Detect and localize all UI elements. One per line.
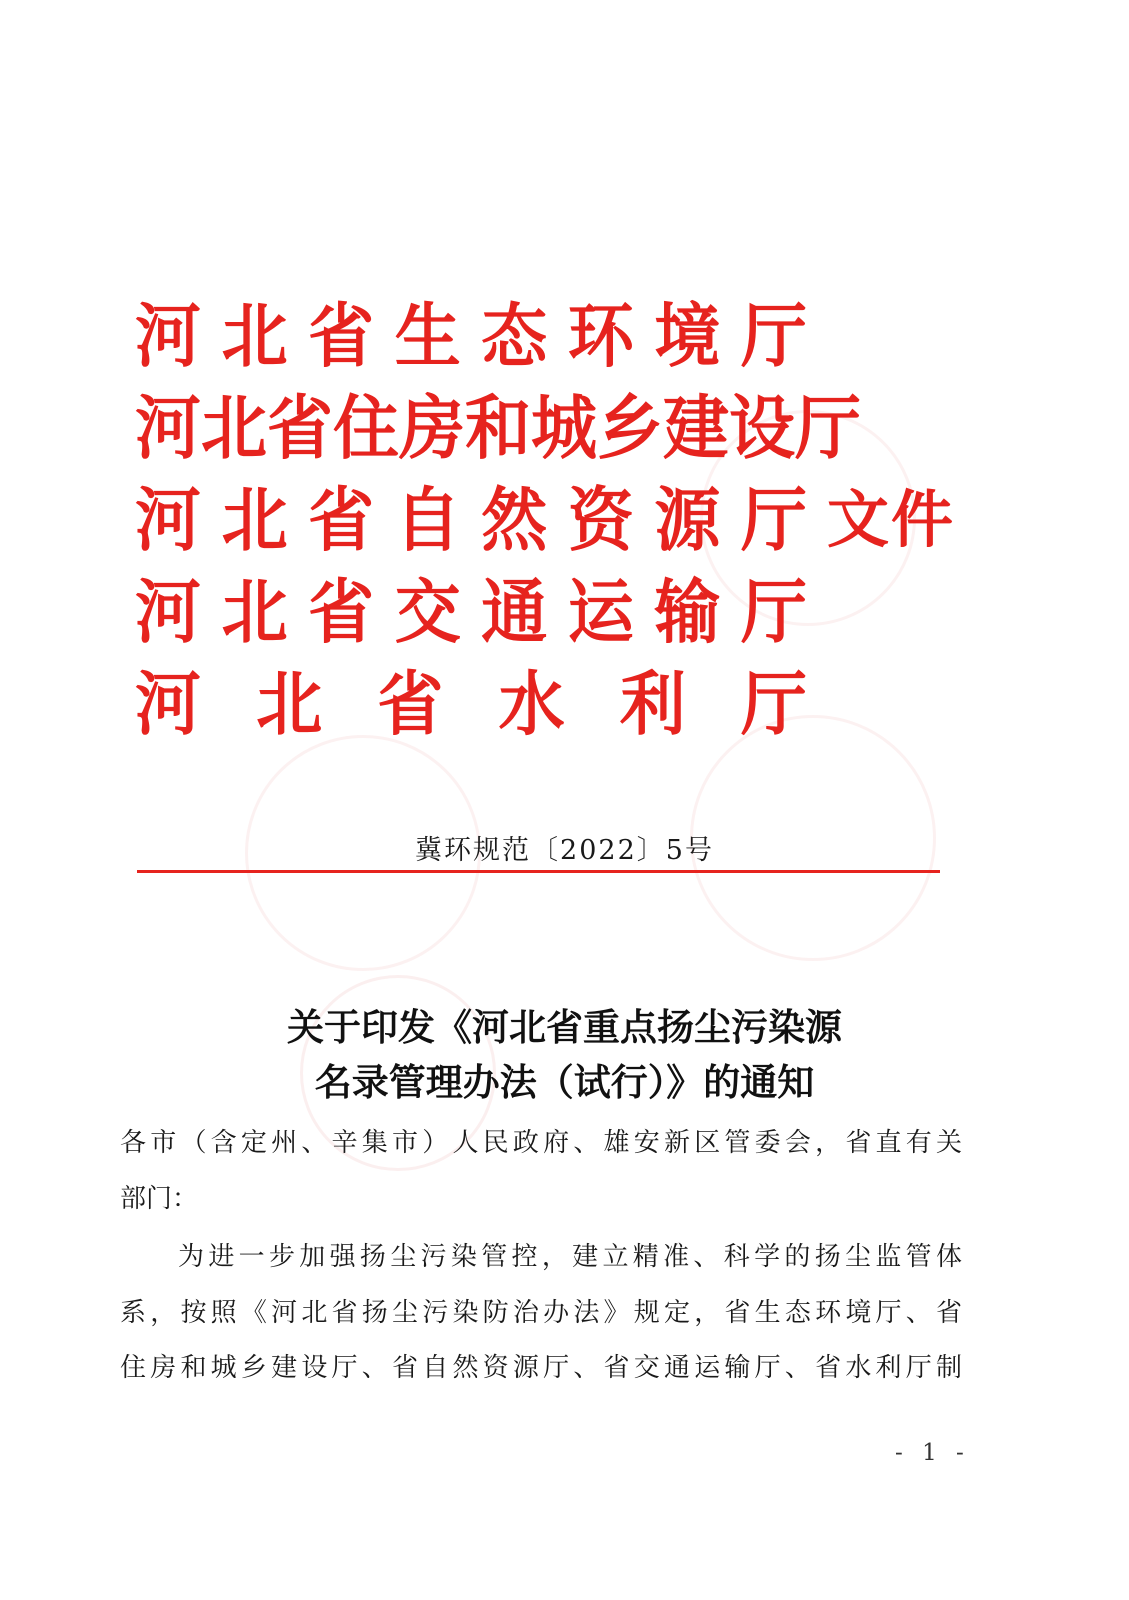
issuer-char: 北 [256, 663, 323, 745]
issuer-char: 利 [619, 663, 686, 745]
issuer-char: 省 [308, 295, 375, 377]
addressee-line: 部门： [120, 1184, 199, 1214]
issuer-char: 输 [654, 571, 721, 653]
document-number: 冀环规范〔2022〕5号 [415, 835, 714, 866]
issuer-char: 自 [394, 479, 461, 561]
issuer-char: 厅 [740, 663, 807, 745]
paragraph-line: 住房和城乡建设厅、省自然资源厅、省交通运输厅、省水利厅制 [120, 1353, 962, 1383]
issuer-char: 态 [481, 295, 548, 377]
issuer-char: 河 [135, 295, 201, 377]
issuer-row [135, 290, 975, 382]
issuer-name [135, 656, 807, 753]
document-title [0, 1000, 1129, 1110]
issuer-char: 建 [663, 387, 729, 469]
page-number: - 1 - [895, 1440, 970, 1466]
addressee-line: 各市（含定州、辛集市）人民政府、雄安新区管委会，省直有关 [120, 1128, 962, 1158]
issuer-char: 水 [498, 663, 565, 745]
issuer-char: 河 [135, 479, 201, 561]
issuer-char: 乡 [597, 387, 663, 469]
issuer-char: 厅 [740, 479, 807, 561]
issuer-char: 源 [654, 479, 721, 561]
issuer-char: 设 [729, 387, 795, 469]
issuer-header [135, 290, 975, 750]
red-divider [137, 870, 940, 873]
issuer-char: 境 [654, 295, 721, 377]
issuer-name [135, 472, 807, 569]
issuer-char: 通 [481, 571, 548, 653]
issuer-char: 厅 [740, 295, 807, 377]
issuer-char: 生 [394, 295, 461, 377]
issuer-char: 然 [481, 479, 548, 561]
document-label: 文件 [827, 483, 956, 556]
issuer-name [135, 564, 807, 661]
issuer-char: 省 [308, 479, 375, 561]
paragraph-line: 系，按照《河北省扬尘污染防治办法》规定，省生态环境厅、省 [120, 1298, 962, 1328]
issuer-row [135, 658, 975, 750]
issuer-char: 河 [135, 663, 201, 745]
issuer-char: 河 [135, 387, 201, 469]
title-line: 关于印发《河北省重点扬尘污染源 [287, 1005, 842, 1049]
issuer-row [135, 474, 975, 566]
issuer-row [135, 566, 975, 658]
issuer-char: 房 [399, 387, 465, 469]
issuer-char: 住 [333, 387, 399, 469]
paragraph-line: 为进一步加强扬尘污染管控，建立精准、科学的扬尘监管体 [178, 1242, 962, 1272]
issuer-char: 北 [201, 387, 267, 469]
issuer-char: 厅 [795, 387, 861, 469]
issuer-char: 交 [394, 571, 461, 653]
issuer-name [135, 380, 861, 477]
issuer-char: 城 [531, 387, 597, 469]
issuer-char: 厅 [740, 571, 807, 653]
issuer-char: 运 [567, 571, 634, 653]
issuer-name [135, 288, 807, 385]
issuer-char: 资 [567, 479, 634, 561]
title-line: 名录管理办法（试行）》的通知 [314, 1060, 815, 1104]
issuer-char: 北 [221, 295, 288, 377]
issuer-row [135, 382, 975, 474]
issuer-char: 河 [135, 571, 201, 653]
issuer-char: 省 [308, 571, 375, 653]
issuer-char: 环 [567, 295, 634, 377]
issuer-char: 北 [221, 479, 288, 561]
issuer-char: 北 [221, 571, 288, 653]
issuer-char: 省 [267, 387, 333, 469]
issuer-char: 省 [377, 663, 444, 745]
issuer-char: 和 [465, 387, 531, 469]
